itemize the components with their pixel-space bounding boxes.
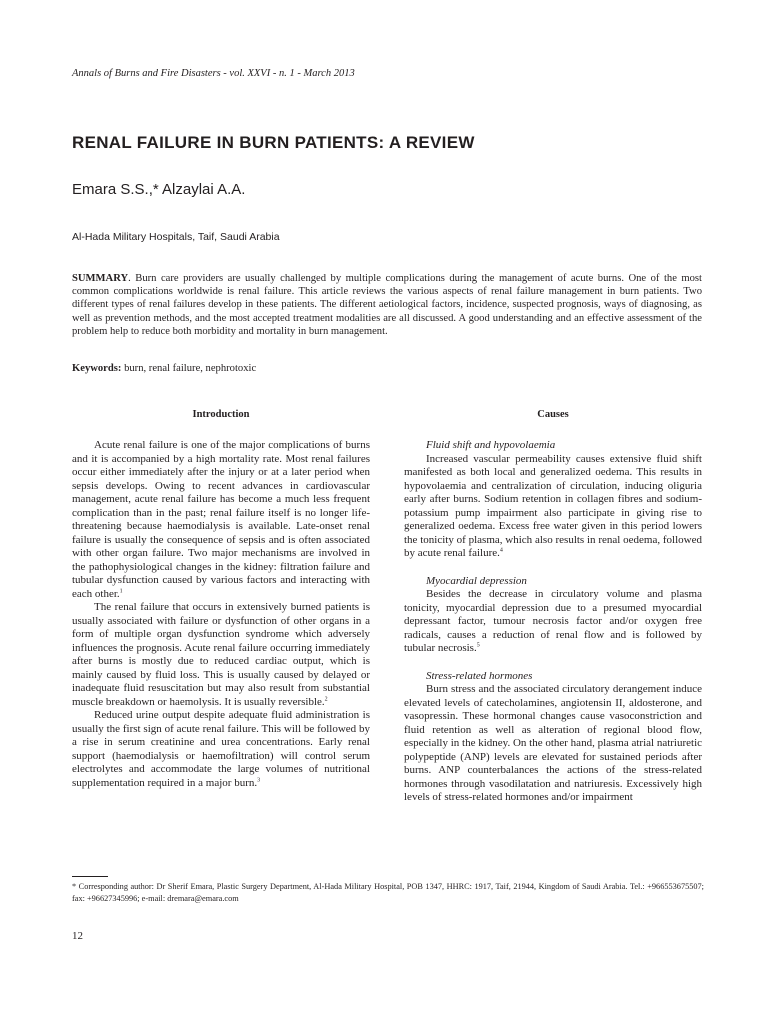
reference-superscript: 1 bbox=[119, 587, 123, 594]
keywords-text: burn, renal failure, nephrotoxic bbox=[121, 363, 257, 374]
introduction-paragraph-2: The renal failure that occurs in extensively burned patients is usually associated with failure or dysfunction of other organs in a form of multiple organ dysfunction syndrome which adversely influences the prognosis. Acute renal failure occurring immediately after burns is mostly due to reduced cardiac output, which is mainly caused by fluid loss. This is usually caused by delayed or inadequate fluid resuscitation but may also result from substantial muscle breakdown or haemolysis. It is usually reversible.$^2$ bbox=[72, 601, 370, 708]
reference-superscript: 3 bbox=[257, 776, 261, 783]
introduction-paragraph-3: Reduced urine output despite adequate fluid administration is usually the first sign of acute renal failure. This will be followed by a rise in serum creatinine and urea concentrations. Early renal support (haemodialysis or haemofiltration) will control serum electrolytes and accommodate the large volumes of nutritional supplementation required in a major burn.$^3$ bbox=[72, 709, 370, 789]
introduction-paragraph-1: Acute renal failure is one of the major complications of burns and it is accompanied by a high mortality rate. Most renal failures occur either immediately after the injury or at a later period when sepsis develops. Owing to recent advances in cardiovascular management, acute renal failure has become a much less frequent complication than in the past; renal failure itself is no longer life-threatening because haemodialysis is available. Late-onset renal failure is usually the consequence of sepsis and is often associated with other organ failure. Two major mechanisms are involved in the pathophysiological changes in the kidney: filtration failure and tubular dysfunction caused by various factors and interacting with each other.$^1$ bbox=[72, 439, 370, 600]
subheading-myocardial-depression: Myocardial depression bbox=[426, 574, 527, 587]
reference-superscript: 2 bbox=[324, 695, 328, 702]
summary bbox=[72, 272, 702, 338]
subheading-stress-hormones: Stress-related hormones bbox=[426, 669, 533, 682]
page-number: 12 bbox=[72, 930, 83, 942]
subheading-fluid-shift: Fluid shift and hypovolaemia bbox=[426, 439, 556, 451]
article-title: RENAL FAILURE IN BURN PATIENTS: A REVIEW bbox=[72, 133, 475, 152]
causes-paragraph-3: Burn stress and the associated circulatory derangement induce elevated levels of catecholamines, angiotensin II, aldosterone, and vasopressin. These hormonal changes cause vasoconstriction and fluid retention as well as alteration of regional blood flow, especially in the kidney. On the other hand, plasma atrial natriuretic polypeptide (ANP) levels are elevated for sustained periods after burns. ANP counterbalances the actions of the stress-related hormones through vasodilatation and natriuresis. Excessively high levels of stress-related hormones and/or impairment bbox=[404, 683, 703, 803]
causes-paragraph-2: Besides the decrease in circulatory volume and plasma tonicity, myocardial depression due to a presumed myocardial depressant factor, tumour necrosis factor and/or oxygen free radicals, causes a reduction of renal flow and is followed by tubular necrosis.$^5$ bbox=[404, 588, 702, 654]
affiliation: Al-Hada Military Hospitals, Taif, Saudi Arabia bbox=[72, 231, 280, 243]
causes-paragraph-1: Increased vascular permeability causes extensive fluid shift manifested as both local and generalized oedema. This results in hypovolaemia and centralization of circulation, inducing oliguria early after burns. Sodium retention in collagen fibres and sodium-potassium pump impairment also participate in giving rise to generalized oedema. Excess free water given in this period lowers the tonicity of plasma, which also results in renal oedema, followed by acute renal failure.$^4$ bbox=[404, 452, 702, 559]
reference-superscript: 4 bbox=[499, 547, 503, 554]
summary-text: . Burn care providers are usually challenged by multiple complications during the management of acute burns. One of the most common complications worldwide is renal failure. This article reviews the various aspects of renal failure management in burn patients. Two different types of renal failures develop in these patients. The different aetiological factors, incidence, suspected prognosis, ways of diagnosing, as well as prevention methods, and the most accepted treatment modalities are all discussed. A good understanding and an effective assessment of the problem help to reduce both morbidity and mortality in burn management. bbox=[72, 273, 702, 337]
running-head: Annals of Burns and Fire Disasters - vol. XXVI - n. 1 - March 2013 bbox=[72, 68, 355, 79]
keywords-label: Keywords: bbox=[72, 363, 122, 374]
reference-superscript: 5 bbox=[476, 642, 480, 649]
right-column bbox=[404, 408, 702, 805]
left-column bbox=[72, 408, 370, 790]
keywords bbox=[72, 363, 256, 374]
authors: Emara S.S.,* Alzaylai A.A. bbox=[72, 181, 246, 198]
footnote-rule bbox=[72, 876, 108, 877]
causes-heading: Causes bbox=[537, 409, 569, 420]
introduction-heading: Introduction bbox=[192, 409, 250, 420]
summary-label: SUMMARY bbox=[72, 273, 129, 284]
corresponding-author-footnote: * Corresponding author: Dr Sherif Emara, Plastic Surgery Department, Al-Hada Military Hospital, POB 1347, HHRC: 1917, Taif, 21944, Kingdom of Saudi Arabia. Tel.: +966553675507; fax: +96627345996; e-mail: dremara@emara.com bbox=[72, 882, 704, 903]
